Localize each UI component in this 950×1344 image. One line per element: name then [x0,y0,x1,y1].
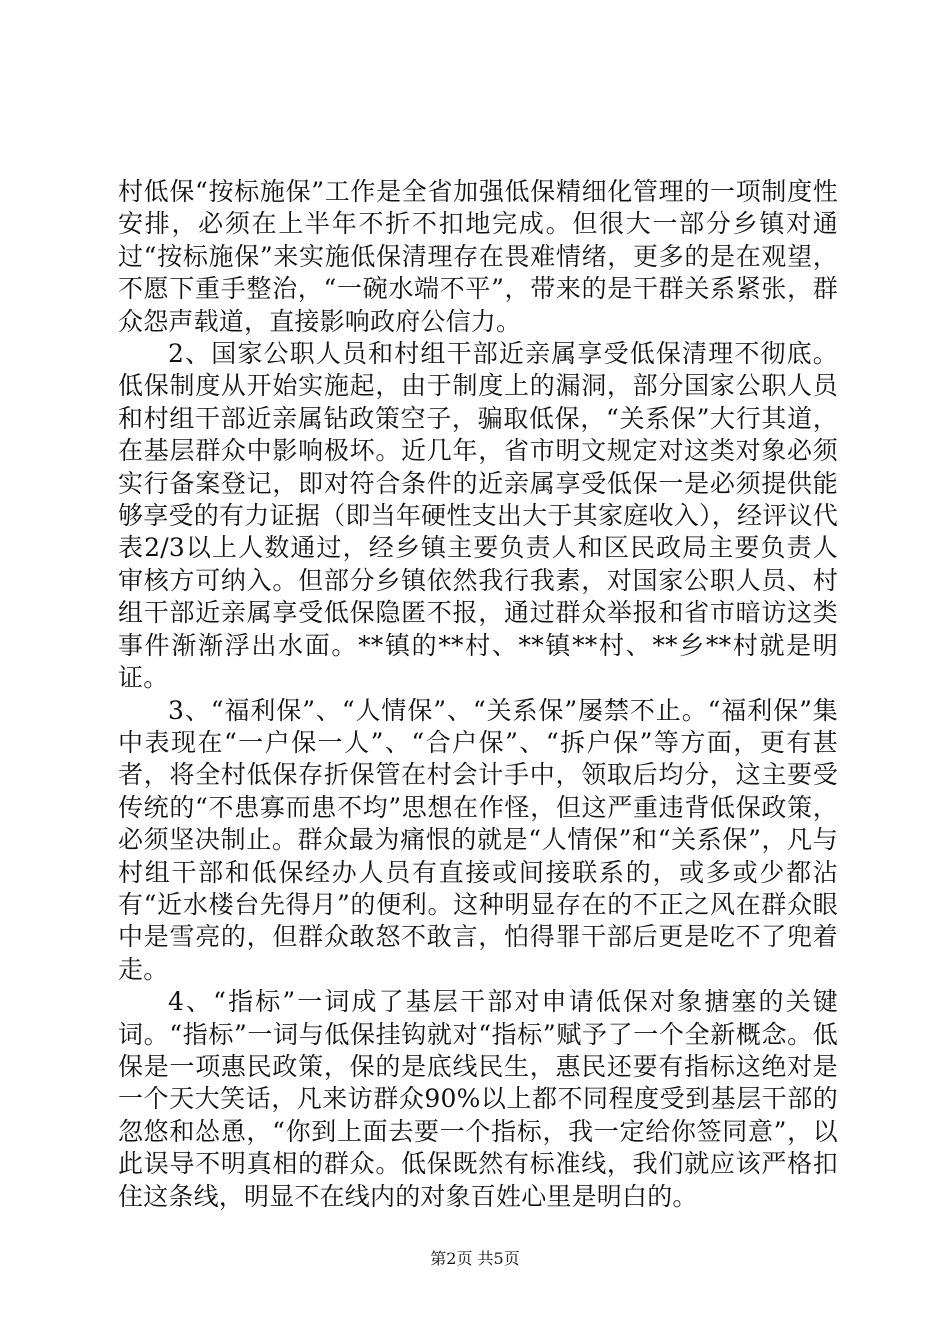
body-text [118,176,838,1213]
paragraph-item-2: 2、国家公职人员和村组干部近亲属享受低保清理不彻底。低保制度从开始实施起，由于制度上的漏洞，部分国家公职人员和村组干部近亲属钻政策空子，骗取低保，“关系保”大行其道，在基层群众中影响极坏。近几年，省市明文规定对这类对象必须实行备案登记，即对符合条件的近亲属享受低保一是必须提供能够享受的有力证据（即当年硬性支出大于其家庭收入），经评议代表2/3以上人数通过，经乡镇主要负责人和区民政局主要负责人审核方可纳入。但部分乡镇依然我行我素，对国家公职人员、村组干部近亲属享受低保隐匿不报，通过群众举报和省市暗访这类事件渐渐浮出水面。**镇的**村、**镇**村、**乡**村就是明证。 [118,339,838,693]
paragraph-continuation: 村低保“按标施保”工作是全省加强低保精细化管理的一项制度性安排，必须在上半年不折不扣地完成。但很大一部分乡镇对通过“按标施保”来实施低保清理存在畏难情绪，更多的是在观望，不愿下重手整治，“一碗水端不平”，带来的是干群关系紧张，群众怨声载道，直接影响政府公信力。 [118,177,838,336]
paragraph-item-3: 3、“福利保”、“人情保”、“关系保”屡禁不止。“福利保”集中表现在“一户保一人”、“合户保”、“拆户保”等方面，更有甚者，将全村低保存折保管在村会计手中，领取后均分，这主要受传统的“不患寡而患不均”思想在作怪，但这严重违背低保政策，必须坚决制止。群众最为痛恨的就是“人情保”和“关系保”，凡与村组干部和低保经办人员有直接或间接联系的，或多或少都沾有“近水楼台先得月”的便利。这种明显存在的不正之风在群众眼中是雪亮的，但群众敢怒不敢言，怕得罪干部后更是吃不了兜着走。 [118,695,838,984]
paragraph-item-4: 4、“指标”一词成了基层干部对申请低保对象搪塞的关键词。“指标”一词与低保挂钩就对“指标”赋予了一个全新概念。低保是一项惠民政策，保的是底线民生，惠民还要有指标这绝对是一个天大笑话，凡来访群众90%以上都不同程度受到基层干部的忽悠和怂恿，“你到上面去要一个指标，我一定给你签同意”，以此误导不明真相的群众。低保既然有标准线，我们就应该严格扣住这条线，明显不在线内的对象百姓心里是明白的。 [118,987,838,1211]
page-footer: 第2页 共5页 [430,1249,520,1268]
